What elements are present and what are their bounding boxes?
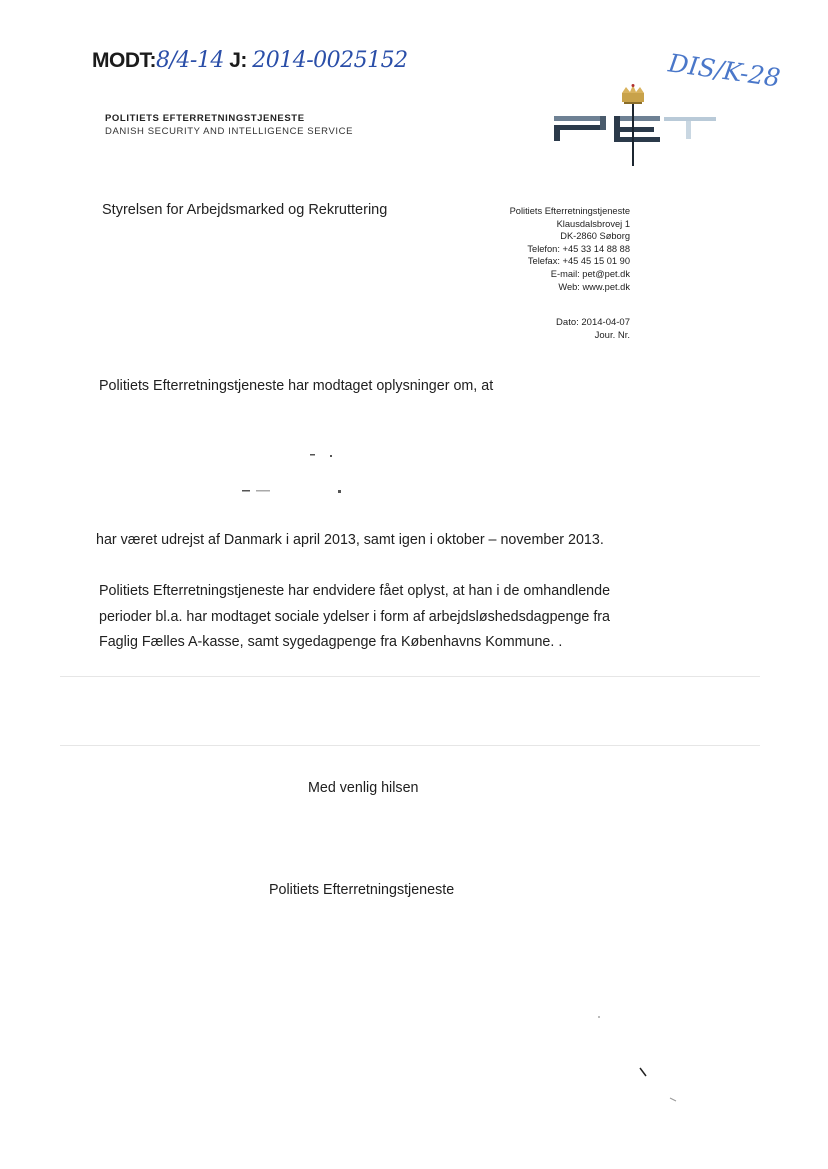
body-paragraph-2: har været udrejst af Danmark i april 2013, samt igen i oktober – november 2013. [96,532,604,548]
handwritten-corner-note: DIS/K-28 [666,48,783,93]
modt-date: 8/4-14 [156,48,224,73]
sender-address [510,205,630,293]
sender-phone: Telefon: +45 33 14 88 88 [527,243,630,254]
j-label: J: [229,49,247,72]
signature: Politiets Efterretningstjeneste [269,882,455,898]
agency-name-danish: POLITIETS EFTERRETNINGSTJENESTE [105,113,305,124]
letter-date: Dato: 2014-04-07 [556,317,630,328]
body-paragraph-3: Politiets Efterretningstjeneste har endvidere fået oplyst, at han i de omhandlende perioder bl.a. har modtaget sociale ydelser i form af arbejdsløshedsdagpenge fra Faglig Fælles A-kasse, samt sygedagpenge fra Københavns Kommune. . [99,583,611,650]
sender-fax: Telefax: +45 45 15 01 90 [527,256,630,267]
recipient: Styrelsen for Arbejdsmarked og Rekruttering [102,202,388,218]
received-stamp [92,48,408,73]
agency-name-english: DANISH SECURITY AND INTELLIGENCE SERVICE [105,126,354,137]
body-paragraph-1: Politiets Efterretningstjeneste har modtaget oplysninger om, at [99,378,494,394]
crown-icon [622,84,644,104]
agency-header [105,112,353,138]
sender-name: Politiets Efterretningstjeneste [509,206,630,216]
sender-city: DK-2860 Søborg [560,231,630,242]
journal-number: 2014-0025152 [252,48,408,73]
sender-web: Web: www.pet.dk [558,281,630,292]
sender-email: E-mail: pet@pet.dk [550,268,630,279]
journal-number-label: Jour. Nr. [594,330,630,341]
pet-logo [548,84,720,170]
closing-salutation: Med venlig hilsen [308,780,419,796]
sender-street: Klausdalsbrovej 1 [556,218,630,229]
modt-label: MODT: [92,49,156,72]
date-block [556,316,630,342]
